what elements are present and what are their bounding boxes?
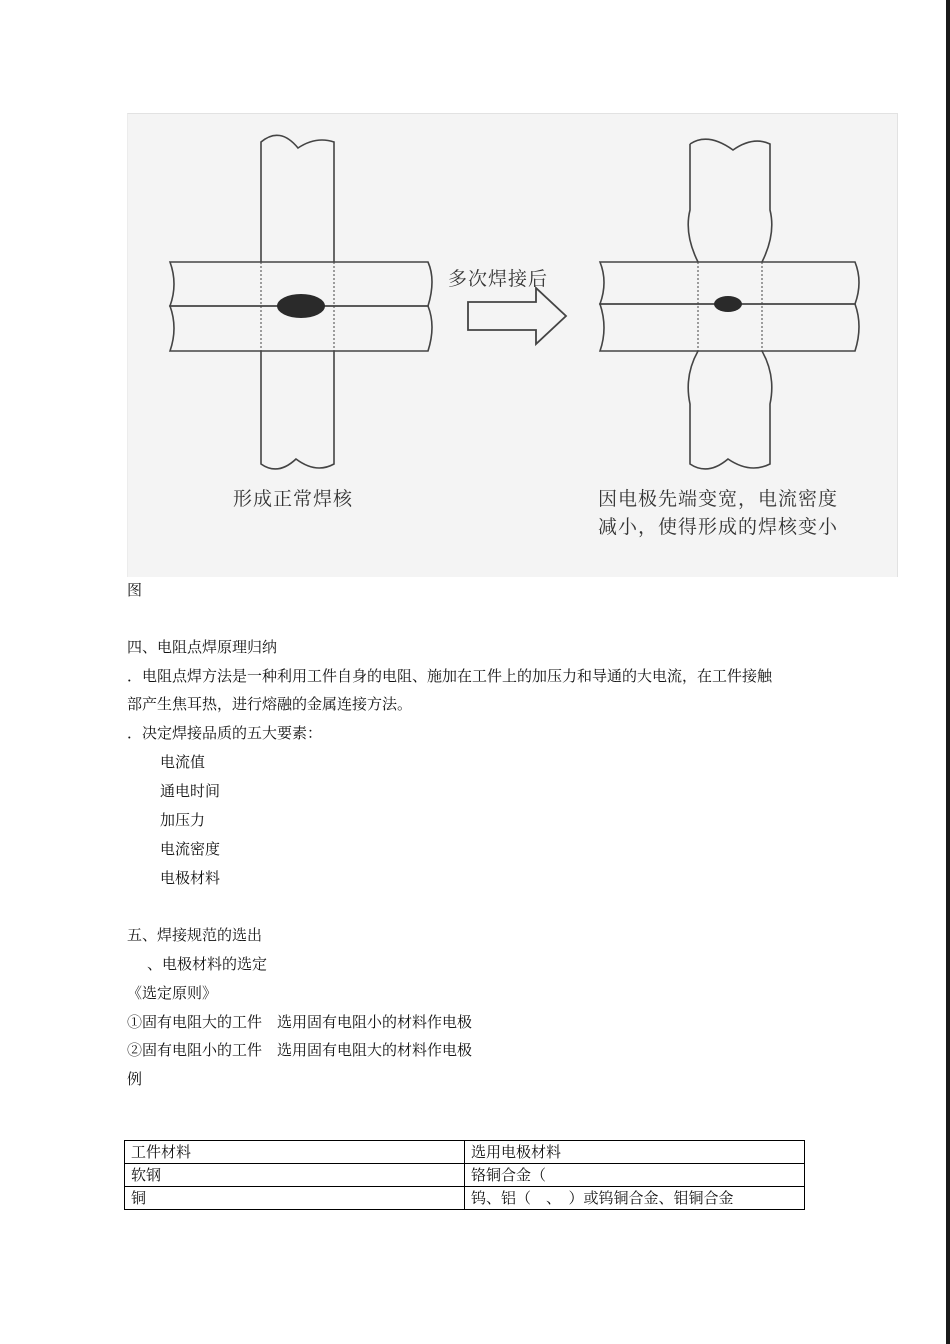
- figure-caption: 图: [127, 581, 143, 599]
- right-caption-line2: 减小，使得形成的焊核变小: [598, 516, 839, 538]
- table-row: [125, 1187, 805, 1210]
- table-header-cell: 工件材料: [125, 1141, 465, 1164]
- example-label: 例: [127, 1070, 143, 1088]
- left-upper-electrode: [261, 135, 334, 262]
- page-edge: [946, 0, 950, 1344]
- rule-2: ②固有电阻小的工件 选用固有电阻大的材料作电极: [127, 1041, 473, 1059]
- table-header-row: [125, 1141, 805, 1164]
- right-upper-electrode: [688, 139, 772, 262]
- rule-1: ①固有电阻大的工件 选用固有电阻小的材料作电极: [127, 1013, 473, 1031]
- factor-item: 加压力: [160, 811, 206, 829]
- normal-weld-nugget: [277, 294, 325, 318]
- table-cell: 铜: [125, 1187, 465, 1210]
- factor-item: 电流密度: [160, 840, 221, 858]
- table-cell: 软钢: [125, 1164, 465, 1187]
- section4-heading: 四、电阻点焊原理归纳: [127, 638, 278, 656]
- principle-title: 《选定原则》: [127, 984, 218, 1002]
- section4-para2: ．决定焊接品质的五大要素：: [127, 724, 323, 742]
- section4-para1-line1: ．电阻点焊方法是一种利用工件自身的电阻、施加在工件上的加压力和导通的大电流，在工件接触: [127, 667, 773, 685]
- table-header-cell: 选用电极材料: [465, 1141, 805, 1164]
- section5-sub: 、电极材料的选定: [147, 955, 268, 973]
- table-cell: 钨、铝（ 、 ）或钨铜合金、钼铜合金: [465, 1187, 805, 1210]
- factor-item: 电流值: [160, 753, 206, 771]
- left-caption: 形成正常焊核: [233, 488, 354, 510]
- welding-diagram: [127, 113, 898, 577]
- table-cell: 铬铜合金（: [465, 1164, 805, 1187]
- process-arrow: [468, 288, 566, 344]
- electrode-material-table: [124, 1140, 805, 1210]
- right-caption-line1: 因电极先端变宽，电流密度: [598, 488, 839, 510]
- small-weld-nugget: [714, 296, 742, 312]
- right-lower-electrode: [688, 351, 772, 469]
- section4-para1-line2: 部产生焦耳热，进行熔融的金属连接方法。: [127, 695, 413, 713]
- factor-item: 电极材料: [160, 869, 221, 887]
- arrow-label: 多次焊接后: [448, 268, 549, 290]
- section5-heading: 五、焊接规范的选出: [127, 926, 263, 944]
- factor-item: 通电时间: [160, 782, 221, 800]
- left-lower-electrode: [261, 351, 334, 469]
- table-row: [125, 1164, 805, 1187]
